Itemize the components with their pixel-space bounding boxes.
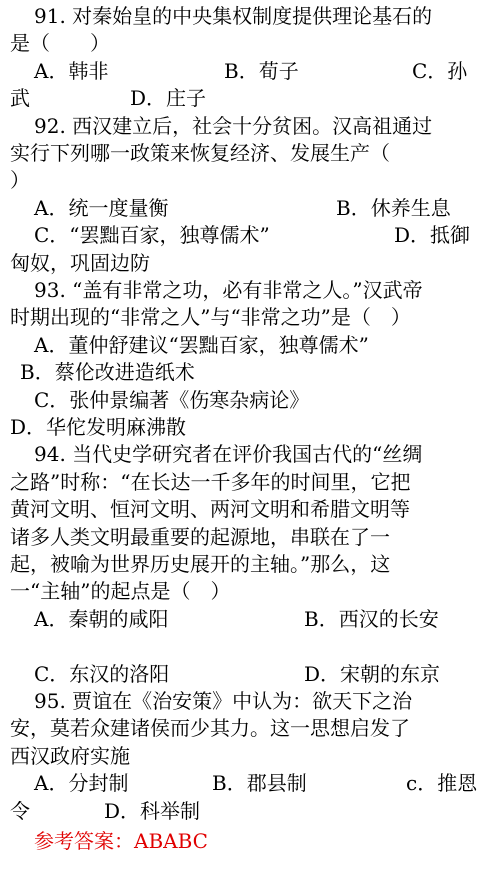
q92-stem-line1: 92. 西汉建立后，社会十分贫困。汉高祖通过 [34,114,433,138]
q95-option-a: A．分封制 [34,771,129,795]
answer-key: 参考答案：ABABC [34,829,208,853]
q95-option-d: D．科举制 [104,799,201,823]
q93-option-b: B．蔡伦改进造纸术 [20,360,195,384]
q92-stem-line3: ） [10,168,30,192]
q95-option-c-cont: 令 [10,799,30,823]
q91-stem-line1: 91. 对秦始皇的中央集权制度提供理论基石的 [34,4,433,28]
q94-stem-line1: 94. 当代史学研究者在评价我国古代的“丝绸 [34,442,423,466]
q93-stem-line1: 93. “盖有非常之功，必有非常之人。”汉武帝 [34,278,423,302]
q94-stem-line4: 诸多人类文明最重要的起源地，串联在了一 [10,525,390,549]
q94-stem-line6: 一“主轴”的起点是（ ） [10,579,231,603]
q94-stem-line3: 黄河文明、恒河文明、两河文明和希腊文明等 [10,497,410,521]
q91-option-a: A．韩非 [34,59,109,83]
q95-option-c: c．推恩 [406,771,478,795]
q92-option-d-cont: 匈奴，巩固边防 [10,251,150,275]
q94-option-a: A．秦朝的咸阳 [34,607,169,631]
q94-stem-line2: 之路”时称：“在长达一千多年的时间里，它把 [10,470,411,494]
q93-stem-line2: 时期出现的“非常之人”与“非常之功”是（ ） [10,305,411,329]
q91-option-c-cont: 武 [10,86,30,110]
q95-stem-line3: 西汉政府实施 [10,744,130,768]
q94-option-b: B．西汉的长安 [304,607,439,631]
q93-option-c: C．张仲景编著《伤寒杂病论》 [34,388,310,412]
q91-option-b: B．荀子 [224,59,299,83]
q92-option-b: B．休养生息 [336,196,451,220]
q91-stem-line2: 是（ ） [10,31,110,55]
q92-option-d: D．抵御 [394,223,471,247]
q95-stem-line2: 安，莫若众建诸侯而少其力。这一思想启发了 [10,716,410,740]
q93-option-d: D．华佗发明麻沸散 [10,415,187,439]
q92-option-a: A．统一度量衡 [34,196,169,220]
q95-option-b: B．郡县制 [212,771,307,795]
q95-stem-line1: 95. 贾谊在《治安策》中认为：欲天下之治 [34,689,413,713]
q92-stem-line2: 实行下列哪一政策来恢复经济、发展生产（ [10,141,390,165]
q93-option-a: A．董仲舒建议“罢黜百家，独尊儒术” [34,333,369,357]
q91-option-d: D．庄子 [130,86,207,110]
q92-option-c: C．“罢黜百家，独尊儒术” [34,223,270,247]
q94-option-d: D．宋朝的东京 [304,662,441,686]
q94-option-c: C．东汉的洛阳 [34,662,170,686]
q91-option-c: C．孙 [412,59,468,83]
q94-stem-line5: 起，被喻为世界历史展开的主轴。”那么，这 [10,552,391,576]
